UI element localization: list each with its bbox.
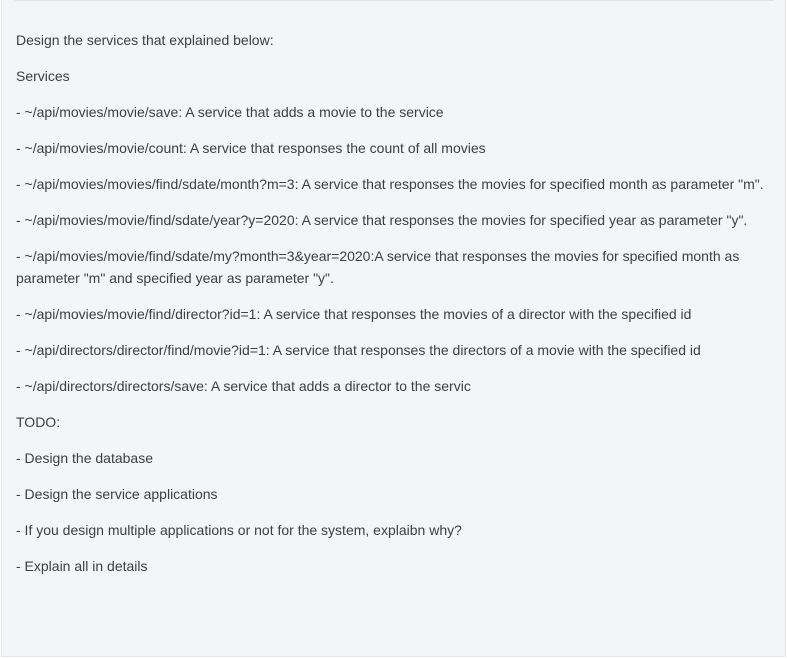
- service-item-find-month-year: - ~/api/movies/movie/find/sdate/my?month=3&year=2020:A service that responses the movies for specified month as parameter "m" and specified year as parameter "y".: [16, 248, 740, 286]
- service-item-find-by-director: - ~/api/movies/movie/find/director?id=1: A service that responses the movies of a director with the specified id: [16, 306, 692, 322]
- top-divider: [15, 0, 774, 1]
- todo-item-multiple-apps: - If you design multiple applications or not for the system, explaibn why?: [16, 522, 462, 538]
- service-item-find-year: - ~/api/movies/movie/find/sdate/year?y=2020: A service that responses the movies for specified year as parameter "y".: [16, 212, 748, 228]
- services-heading: Services: [16, 68, 70, 84]
- service-item-find-month: - ~/api/movies/movies/find/sdate/month?m=3: A service that responses the movies for specified month as parameter "m".: [16, 176, 764, 192]
- todo-item-service-apps: - Design the service applications: [16, 486, 218, 502]
- todo-item-database: - Design the database: [16, 450, 153, 466]
- intro-text: Design the services that explained below:: [16, 32, 274, 48]
- question-text: [16, 29, 766, 591]
- question-panel: [1, 0, 786, 657]
- service-item-save-director: - ~/api/directors/directors/save: A service that adds a director to the servic: [16, 378, 471, 394]
- service-item-count: - ~/api/movies/movie/count: A service that responses the count of all movies: [16, 140, 486, 156]
- todo-item-explain: - Explain all in details: [16, 558, 148, 574]
- service-item-find-directors-by-movie: - ~/api/directors/director/find/movie?id=1: A service that responses the directors of a movie with the specified id: [16, 342, 701, 358]
- todo-heading: TODO:: [16, 414, 61, 430]
- service-item-save-movie: - ~/api/movies/movie/save: A service that adds a movie to the service: [16, 104, 444, 120]
